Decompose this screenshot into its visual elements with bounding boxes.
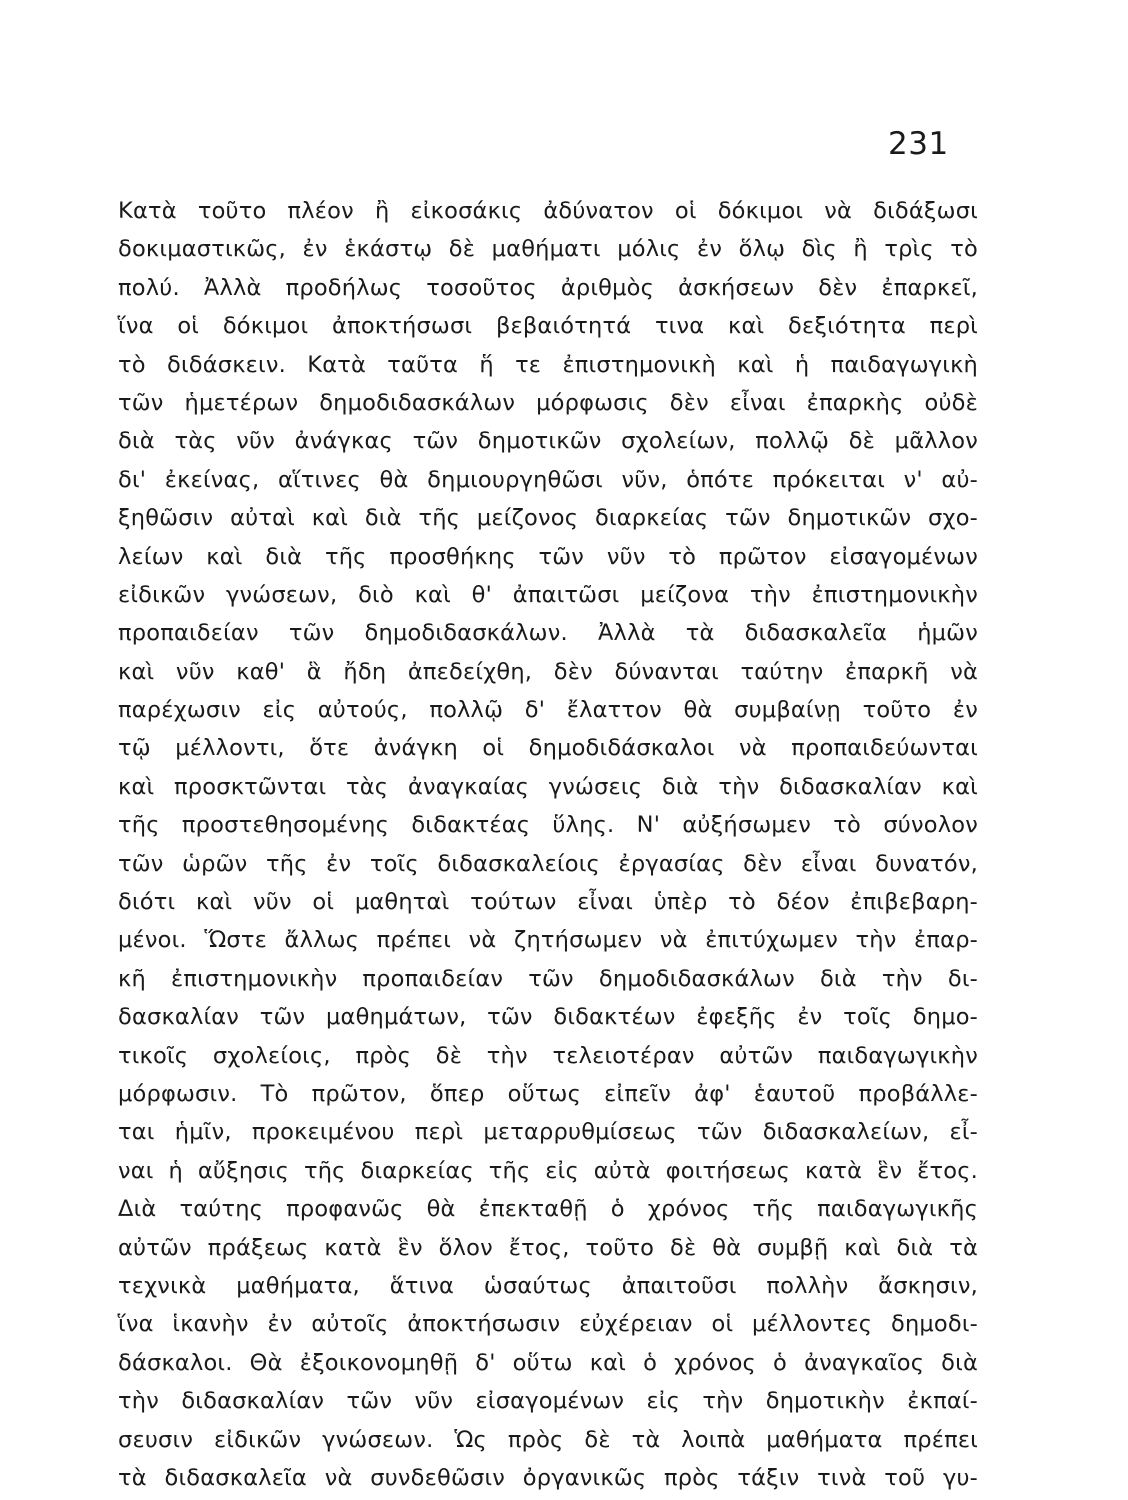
text-line: δασκαλίαν τῶν μαθημάτων, τῶν διδακτέων ἐφεξῆς ἐν τοῖς δημο- [118, 1004, 978, 1031]
body-text [118, 192, 978, 1497]
text-line: ναι ἡ αὔξησις τῆς διαρκείας τῆς εἰς αὐτὰ φοιτήσεως κατὰ ἓν ἔτος. [118, 1157, 978, 1184]
text-line: τῷ μέλλοντι, ὅτε ἀνάγκη οἱ δημοδιδάσκαλοι νὰ προπαιδεύωνται [118, 735, 978, 762]
text-line: τικοῖς σχολείοις, πρὸς δὲ τὴν τελειοτέραν αὐτῶν παιδαγωγικὴν [118, 1042, 978, 1069]
text-line: ἵνα ἱκανὴν ἐν αὐτοῖς ἀποκτήσωσιν εὐχέρειαν οἱ μέλλοντες δημοδι- [118, 1311, 978, 1338]
text-line: τῶν ἡμετέρων δημοδιδασκάλων μόρφωσις δὲν εἶναι ἐπαρκὴς οὐδὲ [118, 389, 978, 416]
text-line: πολύ. Ἀλλὰ προδήλως τοσοῦτος ἀριθμὸς ἀσκήσεων δὲν ἐπαρκεῖ, [118, 274, 978, 301]
text-line: μένοι. Ὥστε ἄλλως πρέπει νὰ ζητήσωμεν νὰ ἐπιτύχωμεν τὴν ἐπαρ- [118, 927, 978, 954]
text-line: προπαιδείαν τῶν δημοδιδασκάλων. Ἀλλὰ τὰ διδασκαλεῖα ἡμῶν [118, 620, 978, 647]
text-line: σευσιν εἰδικῶν γνώσεων. Ὡς πρὸς δὲ τὰ λοιπὰ μαθήματα πρέπει [118, 1426, 978, 1453]
text-line: τὴν διδασκαλίαν τῶν νῦν εἰσαγομένων εἰς τὴν δημοτικὴν ἐκπαί- [118, 1388, 978, 1415]
text-line: τὰ διδασκαλεῖα νὰ συνδεθῶσιν ὀργανικῶς πρὸς τάξιν τινὰ τοῦ γυ- [118, 1464, 978, 1491]
text-line: καὶ νῦν καθ' ἃ ἤδη ἀπεδείχθη, δὲν δύνανται ταύτην ἐπαρκῆ νὰ [118, 658, 978, 685]
text-line: τὸ διδάσκειν. Κατὰ ταῦτα ἥ τε ἐπιστημονικὴ καὶ ἡ παιδαγωγικὴ [118, 351, 978, 378]
text-line: ἵνα οἱ δόκιμοι ἀποκτήσωσι βεβαιότητά τινα καὶ δεξιότητα περὶ [118, 313, 978, 340]
text-line: ξηθῶσιν αὐταὶ καὶ διὰ τῆς μείζονος διαρκείας τῶν δημοτικῶν σχο- [118, 505, 978, 532]
text-line: αὐτῶν πράξεως κατὰ ἓν ὅλον ἔτος, τοῦτο δὲ θὰ συμβῇ καὶ διὰ τὰ [118, 1234, 978, 1261]
page-number: 231 [888, 126, 949, 162]
text-line: διὰ τὰς νῦν ἀνάγκας τῶν δημοτικῶν σχολείων, πολλῷ δὲ μᾶλλον [118, 428, 978, 455]
text-line: κῆ ἐπιστημονικὴν προπαιδείαν τῶν δημοδιδασκάλων διὰ τὴν δι- [118, 965, 978, 992]
text-line: λείων καὶ διὰ τῆς προσθήκης τῶν νῦν τὸ πρῶτον εἰσαγομένων [118, 543, 978, 570]
text-line: δι' ἐκείνας, αἵτινες θὰ δημιουργηθῶσι νῦν, ὁπότε πρόκειται ν' αὐ- [118, 466, 978, 493]
text-line: δοκιμαστικῶς, ἐν ἑκάστῳ δὲ μαθήματι μόλις ἐν ὅλῳ δὶς ἢ τρὶς τὸ [118, 236, 978, 263]
text-line: Κατὰ τοῦτο πλέον ἢ εἰκοσάκις ἀδύνατον οἱ δόκιμοι νὰ διδάξωσι [118, 198, 978, 224]
text-line: τῆς προστεθησομένης διδακτέας ὕλης. Ν' αὐξήσωμεν τὸ σύνολον [118, 812, 978, 839]
text-line: Διὰ ταύτης προφανῶς θὰ ἐπεκταθῇ ὁ χρόνος τῆς παιδαγωγικῆς [118, 1196, 978, 1223]
text-line: μόρφωσιν. Τὸ πρῶτον, ὅπερ οὕτως εἰπεῖν ἀφ' ἑαυτοῦ προβάλλε- [118, 1080, 978, 1107]
text-line: τῶν ὡρῶν τῆς ἐν τοῖς διδασκαλείοις ἐργασίας δὲν εἶναι δυνατόν, [118, 850, 978, 877]
text-line: τεχνικὰ μαθήματα, ἅτινα ὡσαύτως ἀπαιτοῦσι πολλὴν ἄσκησιν, [118, 1272, 978, 1299]
text-line: δάσκαλοι. Θὰ ἐξοικονομηθῇ δ' οὕτω καὶ ὁ χρόνος ὁ ἀναγκαῖος διὰ [118, 1349, 978, 1376]
text-line: ται ἡμῖν, προκειμένου περὶ μεταρρυθμίσεως τῶν διδασκαλείων, εἶ- [118, 1119, 978, 1146]
text-line: καὶ προσκτῶνται τὰς ἀναγκαίας γνώσεις διὰ τὴν διδασκαλίαν καὶ [118, 773, 978, 800]
text-line: παρέχωσιν εἰς αὐτούς, πολλῷ δ' ἔλαττον θὰ συμβαίνῃ τοῦτο ἐν [118, 697, 978, 724]
text-line: διότι καὶ νῦν οἱ μαθηταὶ τούτων εἶναι ὑπὲρ τὸ δέον ἐπιβεβαρη- [118, 889, 978, 916]
text-line: εἰδικῶν γνώσεων, διὸ καὶ θ' ἀπαιτῶσι μείζονα τὴν ἐπιστημονικὴν [118, 581, 978, 608]
